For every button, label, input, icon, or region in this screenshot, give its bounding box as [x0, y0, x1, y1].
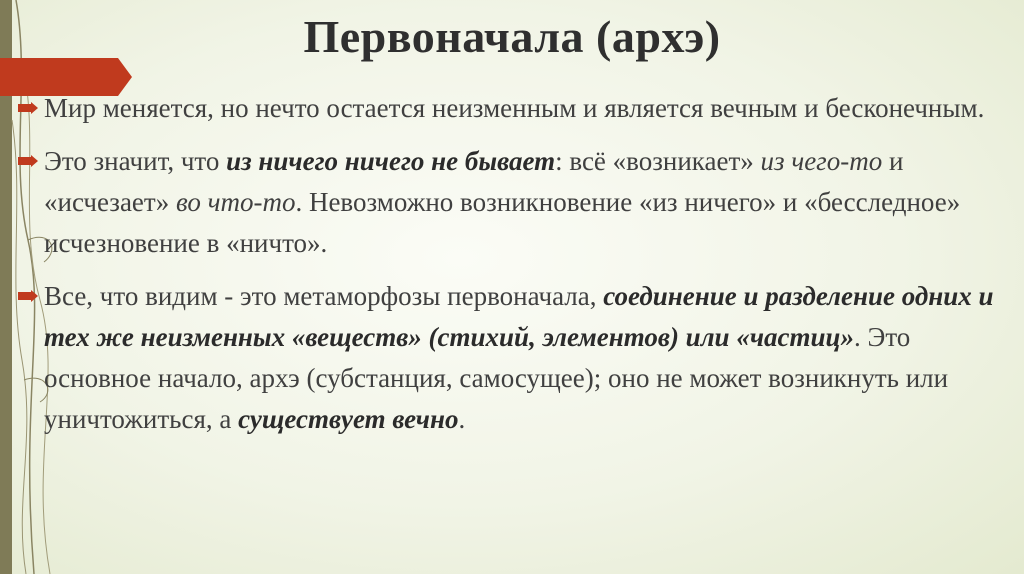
bullet-arrow-icon [18, 290, 38, 302]
slide-body [44, 88, 994, 452]
paragraph-1 [44, 88, 994, 129]
emphasis-text: существует вечно [238, 404, 459, 434]
paragraph-3 [44, 276, 994, 440]
text-run: : всё «возникает» [555, 146, 761, 176]
text-run: и «исчезает» [44, 146, 904, 217]
emphasis-text: из ничего ничего не бывает [226, 146, 556, 176]
bullet-arrow-icon [18, 102, 38, 114]
text-run: . Это основное начало, архэ (субстанция, самосущее); оно не может возникнуть или уничтожиться, а [44, 322, 949, 434]
text-run: . [458, 404, 466, 434]
text-run: Все, что видим - это метаморфозы первоначала, [44, 281, 604, 311]
text-run: Мир меняется, но нечто остается неизменным и является вечным и бесконечным. [44, 93, 985, 123]
italic-text: из чего-то [760, 146, 883, 176]
slide-title: Первоначала (архэ) [303, 11, 721, 62]
text-run: Это значит, что [44, 146, 227, 176]
paragraph-2 [44, 141, 994, 264]
italic-text: во что-то [175, 187, 296, 217]
emphasis-text: соединение и разделение одних и тех же неизменных «веществ» (стихий, элементов) или «частиц» [44, 281, 994, 352]
text-run: . Невозможно возникновение «из ничего» и «бесследное» исчезновение в «ничто». [44, 187, 961, 258]
bullet-arrow-icon [18, 155, 38, 167]
